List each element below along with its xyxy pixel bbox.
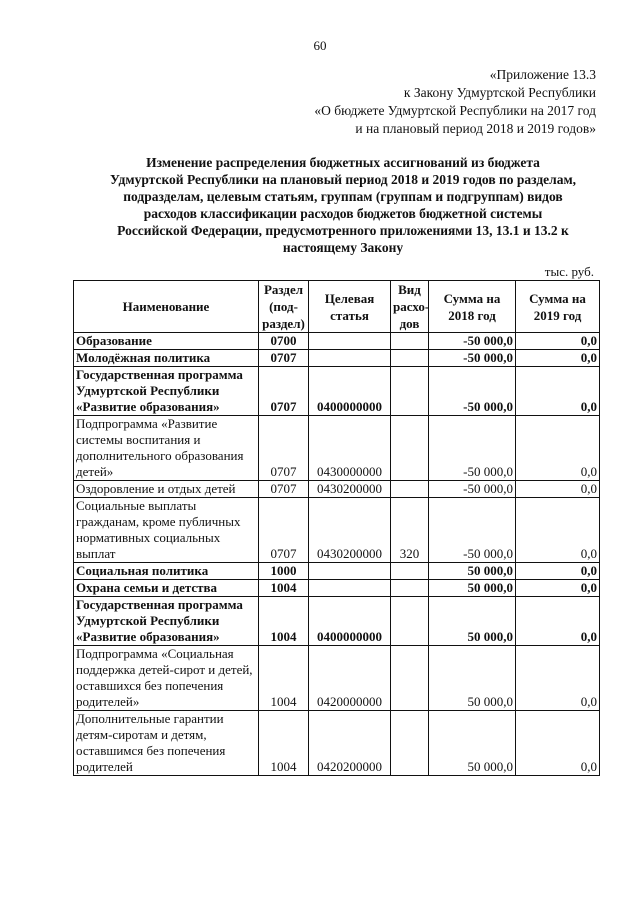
table-row <box>74 711 600 776</box>
cell-target: 0420200000 <box>309 711 391 776</box>
header-target: Целевая статья <box>309 281 391 333</box>
cell-type <box>391 481 429 498</box>
cell-name: Охрана семьи и детства <box>74 580 259 597</box>
unit-label: тыс. руб. <box>544 264 594 279</box>
cell-target <box>309 563 391 580</box>
table-row <box>74 367 600 416</box>
cell-name: Дополнительные гарантии детям-сиротам и детям, оставшимся без попечения родителей <box>74 711 259 776</box>
cell-section: 0707 <box>259 350 309 367</box>
cell-section: 0707 <box>259 416 309 481</box>
cell-name: Государственная программа Удмуртской Республики «Развитие образования» <box>74 597 259 646</box>
cell-type <box>391 350 429 367</box>
cell-sum-2019: 0,0 <box>516 333 600 350</box>
cell-section: 1004 <box>259 646 309 711</box>
cell-target: 0420000000 <box>309 646 391 711</box>
header-sum-2018: Сумма на 2018 год <box>429 281 516 333</box>
cell-sum-2018: 50 000,0 <box>429 597 516 646</box>
table-row <box>74 481 600 498</box>
cell-name: Подпрограмма «Социальная поддержка детей-сирот и детей, оставшихся без попечения родителей» <box>74 646 259 711</box>
cell-sum-2018: 50 000,0 <box>429 646 516 711</box>
cell-name: Социальная политика <box>74 563 259 580</box>
cell-type <box>391 580 429 597</box>
appendix-line-4: и на плановый период 2018 и 2019 годов» <box>355 121 596 136</box>
cell-type: 320 <box>391 498 429 563</box>
header-sum-2019: Сумма на 2019 год <box>516 281 600 333</box>
cell-name: Государственная программа Удмуртской Республики «Развитие образования» <box>74 367 259 416</box>
table-row <box>74 580 600 597</box>
cell-sum-2018: -50 000,0 <box>429 350 516 367</box>
cell-target: 0400000000 <box>309 367 391 416</box>
table-header-row <box>74 281 600 333</box>
cell-sum-2018: -50 000,0 <box>429 367 516 416</box>
cell-section: 1004 <box>259 711 309 776</box>
cell-name: Подпрограмма «Развитие системы воспитания и дополнительного образования детей» <box>74 416 259 481</box>
cell-section: 0707 <box>259 481 309 498</box>
cell-sum-2019: 0,0 <box>516 563 600 580</box>
cell-type <box>391 597 429 646</box>
cell-sum-2019: 0,0 <box>516 498 600 563</box>
cell-target <box>309 333 391 350</box>
cell-target: 0430200000 <box>309 498 391 563</box>
cell-sum-2018: 50 000,0 <box>429 711 516 776</box>
table-row <box>74 597 600 646</box>
cell-sum-2018: -50 000,0 <box>429 498 516 563</box>
header-type: Вид расхо-дов <box>391 281 429 333</box>
cell-sum-2019: 0,0 <box>516 481 600 498</box>
cell-sum-2019: 0,0 <box>516 350 600 367</box>
table-row <box>74 333 600 350</box>
cell-sum-2019: 0,0 <box>516 416 600 481</box>
cell-sum-2018: -50 000,0 <box>429 481 516 498</box>
cell-sum-2018: -50 000,0 <box>429 416 516 481</box>
cell-sum-2018: 50 000,0 <box>429 563 516 580</box>
table-row <box>74 563 600 580</box>
cell-sum-2019: 0,0 <box>516 646 600 711</box>
cell-sum-2019: 0,0 <box>516 597 600 646</box>
cell-section: 1000 <box>259 563 309 580</box>
cell-section: 0700 <box>259 333 309 350</box>
cell-type <box>391 333 429 350</box>
cell-target: 0430200000 <box>309 481 391 498</box>
cell-type <box>391 367 429 416</box>
cell-type <box>391 646 429 711</box>
cell-target: 0430000000 <box>309 416 391 481</box>
cell-section: 1004 <box>259 597 309 646</box>
cell-section: 1004 <box>259 580 309 597</box>
appendix-header <box>314 66 596 138</box>
table-row <box>74 416 600 481</box>
cell-target <box>309 350 391 367</box>
appendix-line-2: к Закону Удмуртской Республики <box>403 85 596 100</box>
cell-name: Образование <box>74 333 259 350</box>
header-name: Наименование <box>74 281 259 333</box>
cell-name: Оздоровление и отдых детей <box>74 481 259 498</box>
cell-sum-2019: 0,0 <box>516 711 600 776</box>
budget-table <box>73 280 600 776</box>
cell-type <box>391 416 429 481</box>
table-row <box>74 498 600 563</box>
cell-name: Социальные выплаты гражданам, кроме публичных нормативных социальных выплат <box>74 498 259 563</box>
cell-type <box>391 563 429 580</box>
header-section: Раздел (под-раздел) <box>259 281 309 333</box>
appendix-line-3: «О бюджете Удмуртской Республики на 2017 год <box>314 103 596 118</box>
appendix-line-1: «Приложение 13.3 <box>489 67 596 82</box>
cell-name: Молодёжная политика <box>74 350 259 367</box>
cell-type <box>391 711 429 776</box>
table-row <box>74 646 600 711</box>
cell-target: 0400000000 <box>309 597 391 646</box>
cell-sum-2019: 0,0 <box>516 580 600 597</box>
cell-sum-2018: -50 000,0 <box>429 333 516 350</box>
cell-sum-2019: 0,0 <box>516 367 600 416</box>
cell-section: 0707 <box>259 367 309 416</box>
document-title: Изменение распределения бюджетных ассигнований из бюджета Удмуртской Республики на плановый период 2018 и 2019 годов по разделам, подразделам, целевым статьям, группам (группам и подгруппам) видов расходов классификации расходов бюджетов бюджетной системы Российской Федерации, предусмотренного приложениями 13, 13.1 и 13.2 к настоящему Закону <box>109 155 577 255</box>
cell-sum-2018: 50 000,0 <box>429 580 516 597</box>
cell-target <box>309 580 391 597</box>
page-number: 60 <box>313 38 327 53</box>
table-row <box>74 350 600 367</box>
cell-section: 0707 <box>259 498 309 563</box>
